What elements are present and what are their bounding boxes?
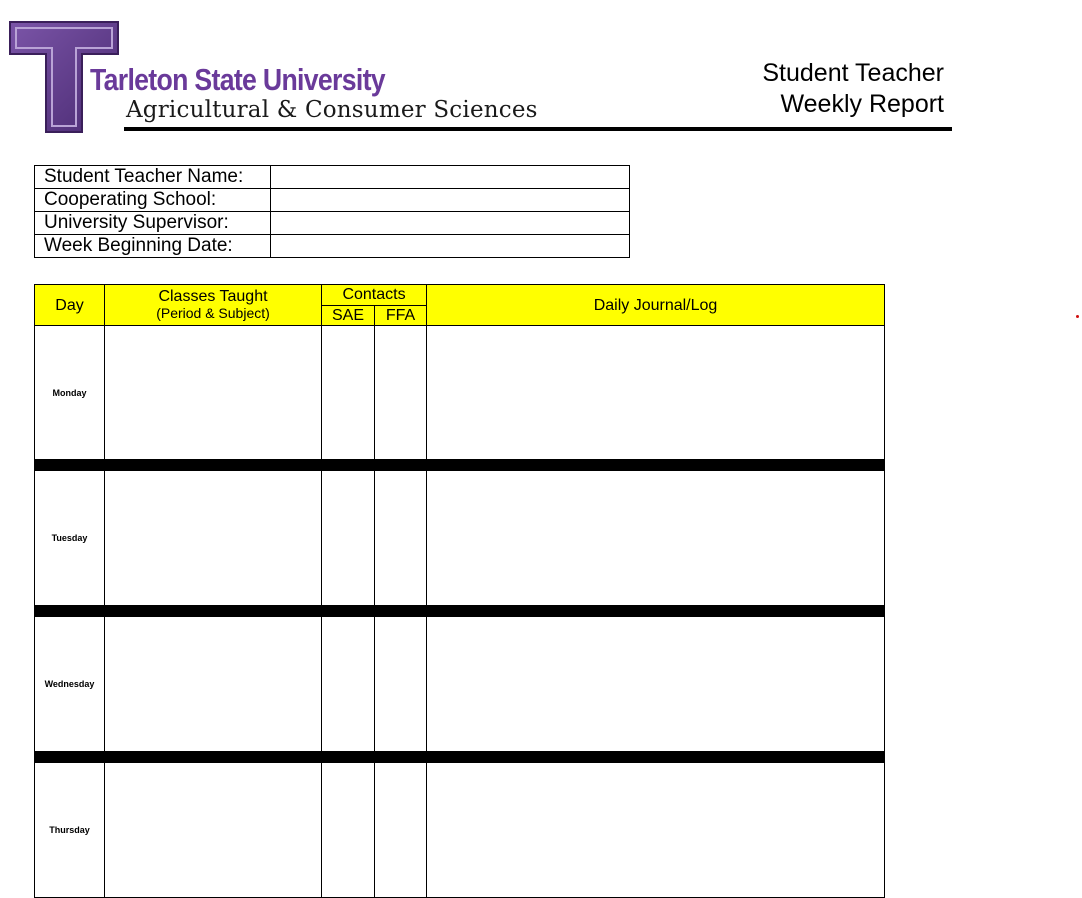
student-teacher-name-field[interactable] xyxy=(271,166,630,189)
header-rule xyxy=(124,127,952,131)
ffa-contacts-cell[interactable] xyxy=(375,326,427,460)
info-label: Cooperating School: xyxy=(35,189,271,212)
journal-cell[interactable] xyxy=(427,763,885,898)
sae-contacts-cell[interactable] xyxy=(322,617,375,752)
col-sae-header: SAE xyxy=(322,305,375,326)
info-label: Student Teacher Name: xyxy=(35,166,271,189)
report-title-line2: Weekly Report xyxy=(780,90,944,118)
info-row-cooperating-school xyxy=(35,189,630,212)
day-label: Wednesday xyxy=(35,617,105,752)
info-row-university-supervisor xyxy=(35,212,630,235)
col-classes-header xyxy=(105,285,322,326)
department-name: Agricultural & Consumer Sciences xyxy=(126,97,538,123)
day-row-thursday xyxy=(35,763,885,898)
classes-taught-cell[interactable] xyxy=(105,326,322,460)
sae-contacts-cell[interactable] xyxy=(322,326,375,460)
col-contacts-header: Contacts xyxy=(322,285,427,306)
weekly-log-table xyxy=(34,284,885,898)
col-classes-title: Classes Taught xyxy=(158,288,268,305)
journal-cell[interactable] xyxy=(427,617,885,752)
sae-contacts-cell[interactable] xyxy=(322,471,375,606)
university-supervisor-field[interactable] xyxy=(271,212,630,235)
col-ffa-header: FFA xyxy=(375,305,427,326)
table-header-row xyxy=(35,285,885,306)
row-separator xyxy=(35,752,885,763)
ffa-contacts-cell[interactable] xyxy=(375,471,427,606)
report-title xyxy=(762,58,944,120)
sae-contacts-cell[interactable] xyxy=(322,763,375,898)
university-name: Tarleton State University xyxy=(90,62,385,97)
student-info-table xyxy=(34,165,630,258)
day-row-monday xyxy=(35,326,885,460)
cooperating-school-field[interactable] xyxy=(271,189,630,212)
classes-taught-cell[interactable] xyxy=(105,617,322,752)
day-label: Thursday xyxy=(35,763,105,898)
day-label: Tuesday xyxy=(35,471,105,606)
classes-taught-cell[interactable] xyxy=(105,763,322,898)
stray-dot-mark xyxy=(1076,315,1079,318)
day-row-wednesday xyxy=(35,617,885,752)
journal-cell[interactable] xyxy=(427,326,885,460)
row-separator xyxy=(35,606,885,617)
col-day-header: Day xyxy=(35,285,105,326)
classes-taught-cell[interactable] xyxy=(105,471,322,606)
ffa-contacts-cell[interactable] xyxy=(375,763,427,898)
info-label: University Supervisor: xyxy=(35,212,271,235)
day-row-tuesday xyxy=(35,471,885,606)
col-classes-subtitle: (Period & Subject) xyxy=(156,305,270,321)
ffa-contacts-cell[interactable] xyxy=(375,617,427,752)
col-journal-header: Daily Journal/Log xyxy=(427,285,885,326)
report-title-line1: Student Teacher xyxy=(762,59,944,87)
journal-cell[interactable] xyxy=(427,471,885,606)
info-row-student-teacher-name xyxy=(35,166,630,189)
day-label: Monday xyxy=(35,326,105,460)
info-label: Week Beginning Date: xyxy=(35,235,271,258)
row-separator xyxy=(35,460,885,471)
info-row-week-beginning-date xyxy=(35,235,630,258)
week-beginning-date-field[interactable] xyxy=(271,235,630,258)
